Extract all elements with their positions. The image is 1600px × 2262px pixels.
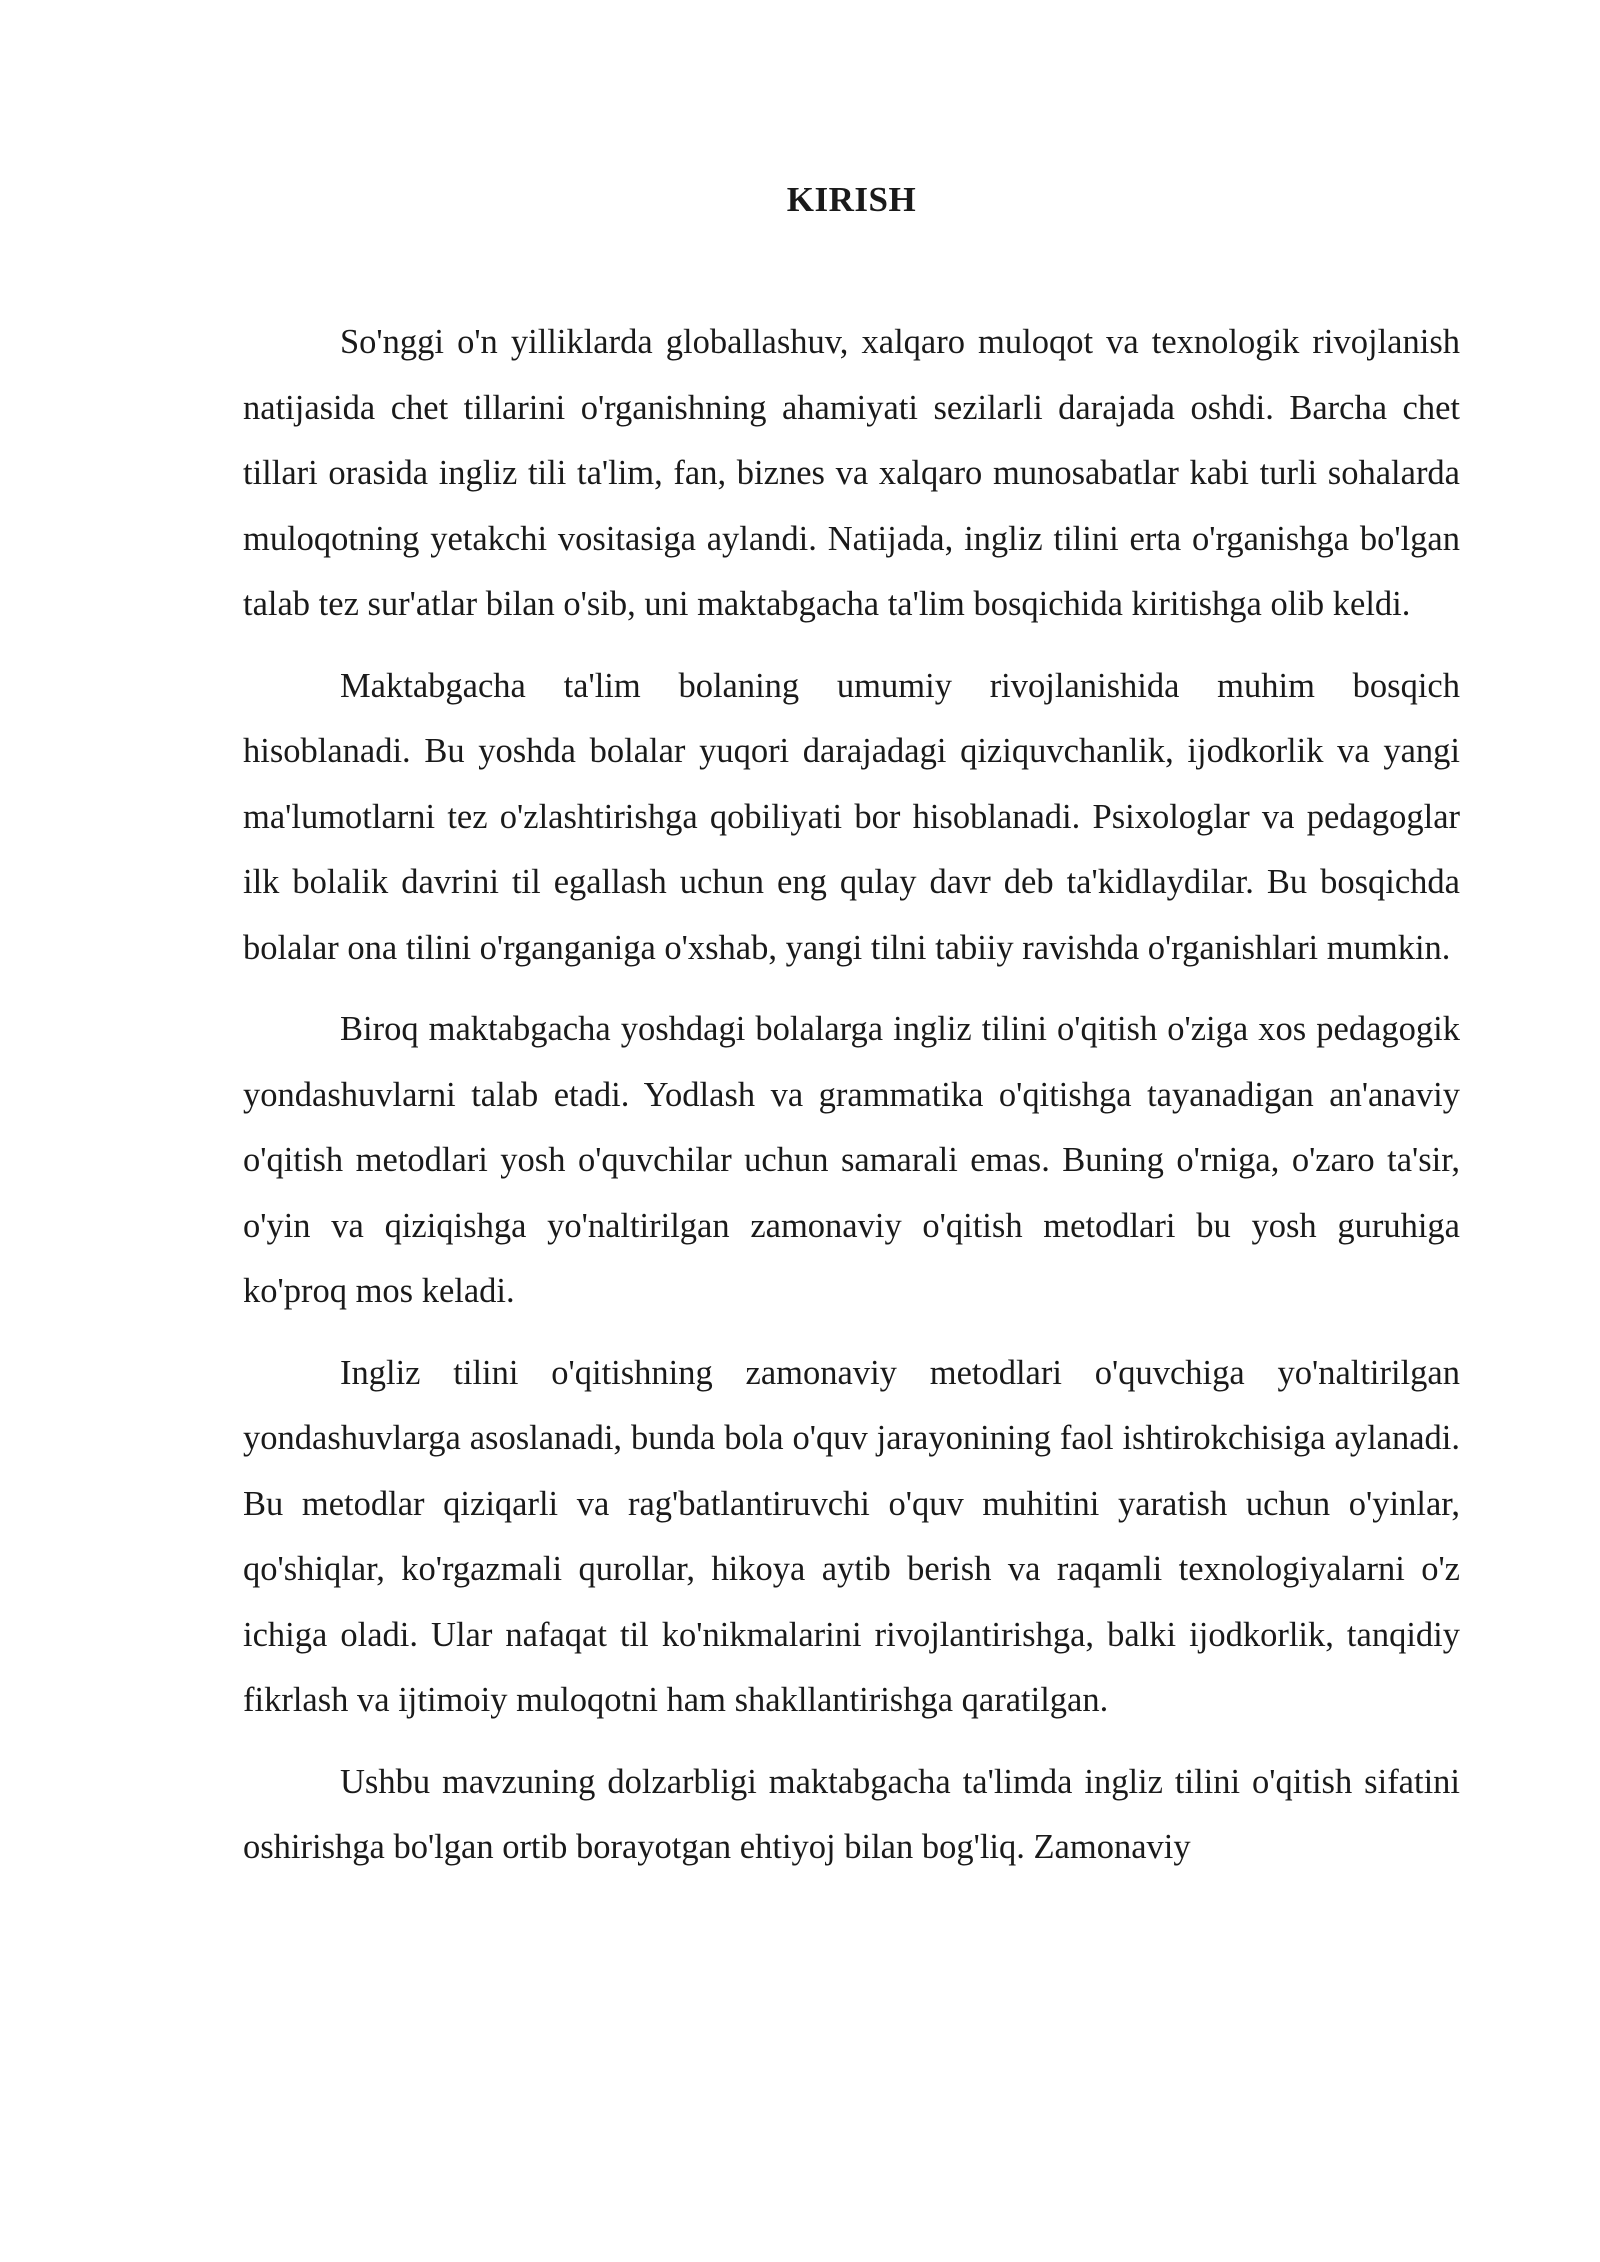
paragraph: Biroq maktabgacha yoshdagi bolalarga ingliz tilini o'qitish o'ziga xos pedagogik yondashuvlarni talab etadi. Yodlash va grammatika o'qitishga tayanadigan an'anaviy o'qitish metodlari yosh o'quvchilar uchun samarali emas. Buning o'rniga, o'zaro ta'sir, o'yin va qiziqishga yo'naltirilgan zamonaviy o'qitish metodlari bu yosh guruhiga ko'proq mos keladi.	[243, 1010, 1460, 1310]
paragraph: Maktabgacha ta'lim bolaning umumiy rivojlanishida muhim bosqich hisoblanadi. Bu yoshda bolalar yuqori darajadagi qiziquvchanlik, ijodkorlik va yangi ma'lumotlarni tez o'zlashtirishga qobiliyati bor hisoblanadi. Psixologlar va pedagoglar ilk bolalik davrini til egallash uchun eng qulay davr deb ta'kidlaydilar. Bu bosqichda bolalar ona tilini o'rganganiga o'xshab, yangi tilni tabiiy ravishda o'rganishlari mumkin.	[243, 666, 1460, 967]
paragraph: So'nggi o'n yilliklarda globallashuv, xalqaro muloqot va texnologik rivojlanish natijasida chet tillarini o'rganishning ahamiyati sezilarli darajada oshdi. Barcha chet tillari orasida ingliz tili ta'lim, fan, biznes va xalqaro munosabatlar kabi turli sohalarda muloqotning yetakchi vositasiga aylandi. Natijada, ingliz tilini erta o'rganishga bo'lgan talab tez sur'atlar bilan o'sib, uni maktabgacha ta'lim bosqichida kiritishga olib keldi.	[243, 323, 1460, 623]
document-page	[243, 180, 1460, 1897]
paragraph: Ushbu mavzuning dolzarbligi maktabgacha ta'limda ingliz tilini o'qitish sifatini oshirishga bo'lgan ortib borayotgan ehtiyoj bilan bog'liq. Zamonaviy	[243, 1762, 1460, 1866]
page-title: KIRISH	[786, 180, 917, 219]
paragraph: Ingliz tilini o'qitishning zamonaviy metodlari o'quvchiga yo'naltirilgan yondashuvlarga asoslanadi, bunda bola o'quv jarayonining faol ishtirokchisiga aylanadi. Bu metodlar qiziqarli va rag'batlantiruvchi o'quv muhitini yaratish uchun o'yinlar, qo'shiqlar, ko'rgazmali qurollar, hikoya aytib berish va raqamli texnologiyalarni o'z ichiga oladi. Ular nafaqat til ko'nikmalarini rivojlantirishga, balki ijodkorlik, tanqidiy fikrlash va ijtimoiy muloqotni ham shakllantirishga qaratilgan.	[243, 1353, 1460, 1719]
